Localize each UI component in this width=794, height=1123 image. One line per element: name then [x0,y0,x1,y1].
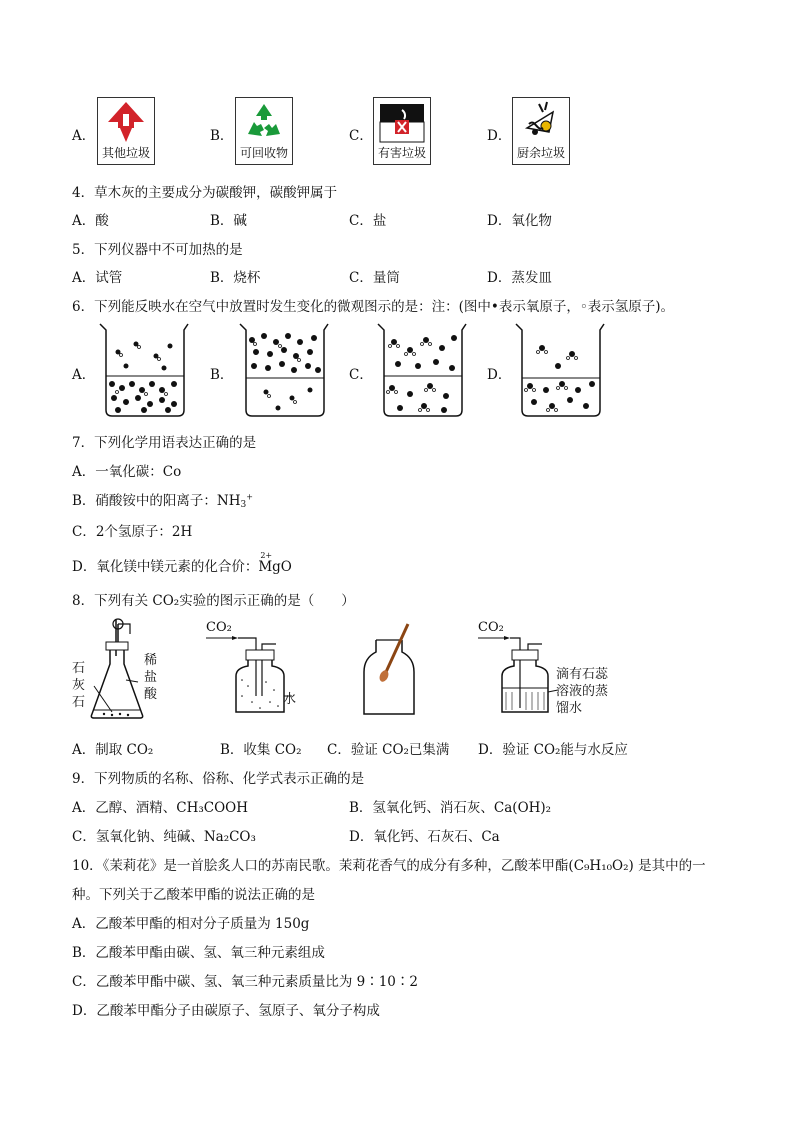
q7-option-d-valence: 2+ [260,551,273,560]
q9-option-c: C．氢氧化钠、纯碱、Na₂CO₃ [72,829,256,845]
q10-option-b: B．乙酸苯甲酯由碳、氢、氧三种元素组成 [72,945,325,961]
q6-stem: 6．下列能反映水在空气中放置时发生变化的微观图示的是：注：(图中•表示氧原子，◦表示氢原子)。 [72,299,675,315]
q8-option-b: B．收集 CO₂ [220,742,302,758]
q4-option-d: D．氧化物 [487,213,552,229]
q3-option-a-caption: 其他垃圾 [101,146,150,160]
q7-option-d [72,551,292,575]
q8-label-litmus: 滴有石蕊 溶液的蒸 馏水 [556,667,609,716]
q4-option-a: A．酸 [72,213,109,229]
q8-apparatus-a [72,618,192,728]
q7-option-d-mgo: MgO [258,559,292,575]
q5-option-c: C．量筒 [349,270,400,286]
q8-apparatus-d [476,636,566,718]
q6-beaker-b [236,322,332,418]
q7-option-d-formula [258,551,292,575]
q7-option-a: A．一氧化碳：Co [72,464,182,480]
q8-apparatus-b [204,636,314,718]
q3-option-d-letter: D． [487,128,512,144]
q8-apparatus-c [360,622,420,718]
q10-stem-line1: 10．《茉莉花》是一首脍炙人口的苏南民歌。茉莉花香气的成分有多种，乙酸苯甲酯(C₉H₁₀O₂) 是其中的一 [72,858,706,874]
q4-stem: 4．草木灰的主要成分为碳酸钾，碳酸钾属于 [72,185,338,201]
q6-beaker-a [96,322,192,418]
q8-d-label-co2: CO₂ [478,620,504,635]
q8-option-c: C．验证 CO₂已集满 [327,742,450,758]
kitchen-waste-icon [513,98,569,146]
other-waste-icon [98,98,154,146]
q10-option-a: A．乙酸苯甲酯的相对分子质量为 150g [72,916,310,932]
q10-stem-line2: 种。下列关于乙酸苯甲酯的说法正确的是 [72,887,315,903]
q6-option-a-letter: A． [72,367,96,383]
q3-option-c-caption: 有害垃圾 [377,146,426,160]
q8-stem: 8．下列有关 CO₂实验的图示正确的是（ ） [72,593,355,609]
q7-stem: 7．下列化学用语表达正确的是 [72,435,257,451]
q3-option-d-image [512,97,570,165]
q6-beaker-d [512,322,608,418]
q10-option-c: C．乙酸苯甲酯中碳、氢、氧三种元素质量比为 9∶10∶2 [72,974,418,990]
q5-stem: 5．下列仪器中不可加热的是 [72,242,243,258]
hazardous-waste-icon [374,98,430,146]
q3-option-a-letter: A． [72,128,96,144]
q8-option-d: D．验证 CO₂能与水反应 [478,742,628,758]
q8-label-limestone: 石 灰 石 [72,661,86,710]
q3-option-b-image [235,97,293,165]
q7-option-d-text: D．氧化镁中镁元素的化合价： [72,559,259,575]
q5-option-a: A．试管 [72,270,123,286]
q3-option-a-image [97,97,155,165]
q3-option-c-letter: C． [349,128,373,144]
q8-b-label-co2: CO₂ [206,620,232,635]
q3-option-b-letter: B． [210,128,234,144]
q3-option-c-image [373,97,431,165]
q5-option-d: D．蒸发皿 [487,270,552,286]
q6-beaker-c [374,322,470,418]
q9-stem: 9．下列物质的名称、俗称、化学式表示正确的是 [72,771,365,787]
q6-option-d-letter: D． [487,367,512,383]
q6-option-c-letter: C． [349,367,373,383]
recyclable-icon [236,98,292,146]
q5-option-b: B．烧杯 [210,270,261,286]
q7-option-b [72,489,253,510]
q9-option-a: A．乙醇、酒精、CH₃COOH [72,800,249,816]
q8-label-acid: 稀 盐 酸 [144,653,158,702]
q3-option-b-caption: 可回收物 [239,146,288,160]
q9-option-b: B．氢氧化钙、消石灰、Ca(OH)₂ [349,800,552,816]
q7-option-b-text: B．硝酸铵中的阳离子：NH [72,493,241,509]
q7-option-c: C．2个氢原子：2H [72,524,193,540]
q9-option-d: D．氧化钙、石灰石、Ca [349,829,500,845]
q7-option-b-sub: 3 [240,500,247,510]
q6-option-b-letter: B． [210,367,234,383]
q8-option-a: A．制取 CO₂ [72,742,154,758]
q3-option-d-caption: 厨余垃圾 [516,146,565,160]
q4-option-c: C．盐 [349,213,387,229]
q10-option-d: D．乙酸苯甲酯分子由碳原子、氢原子、氧分子构成 [72,1003,380,1019]
q8-label-water: 水 [283,692,297,707]
q7-option-b-sup: + [246,492,253,502]
q4-option-b: B．碱 [210,213,247,229]
